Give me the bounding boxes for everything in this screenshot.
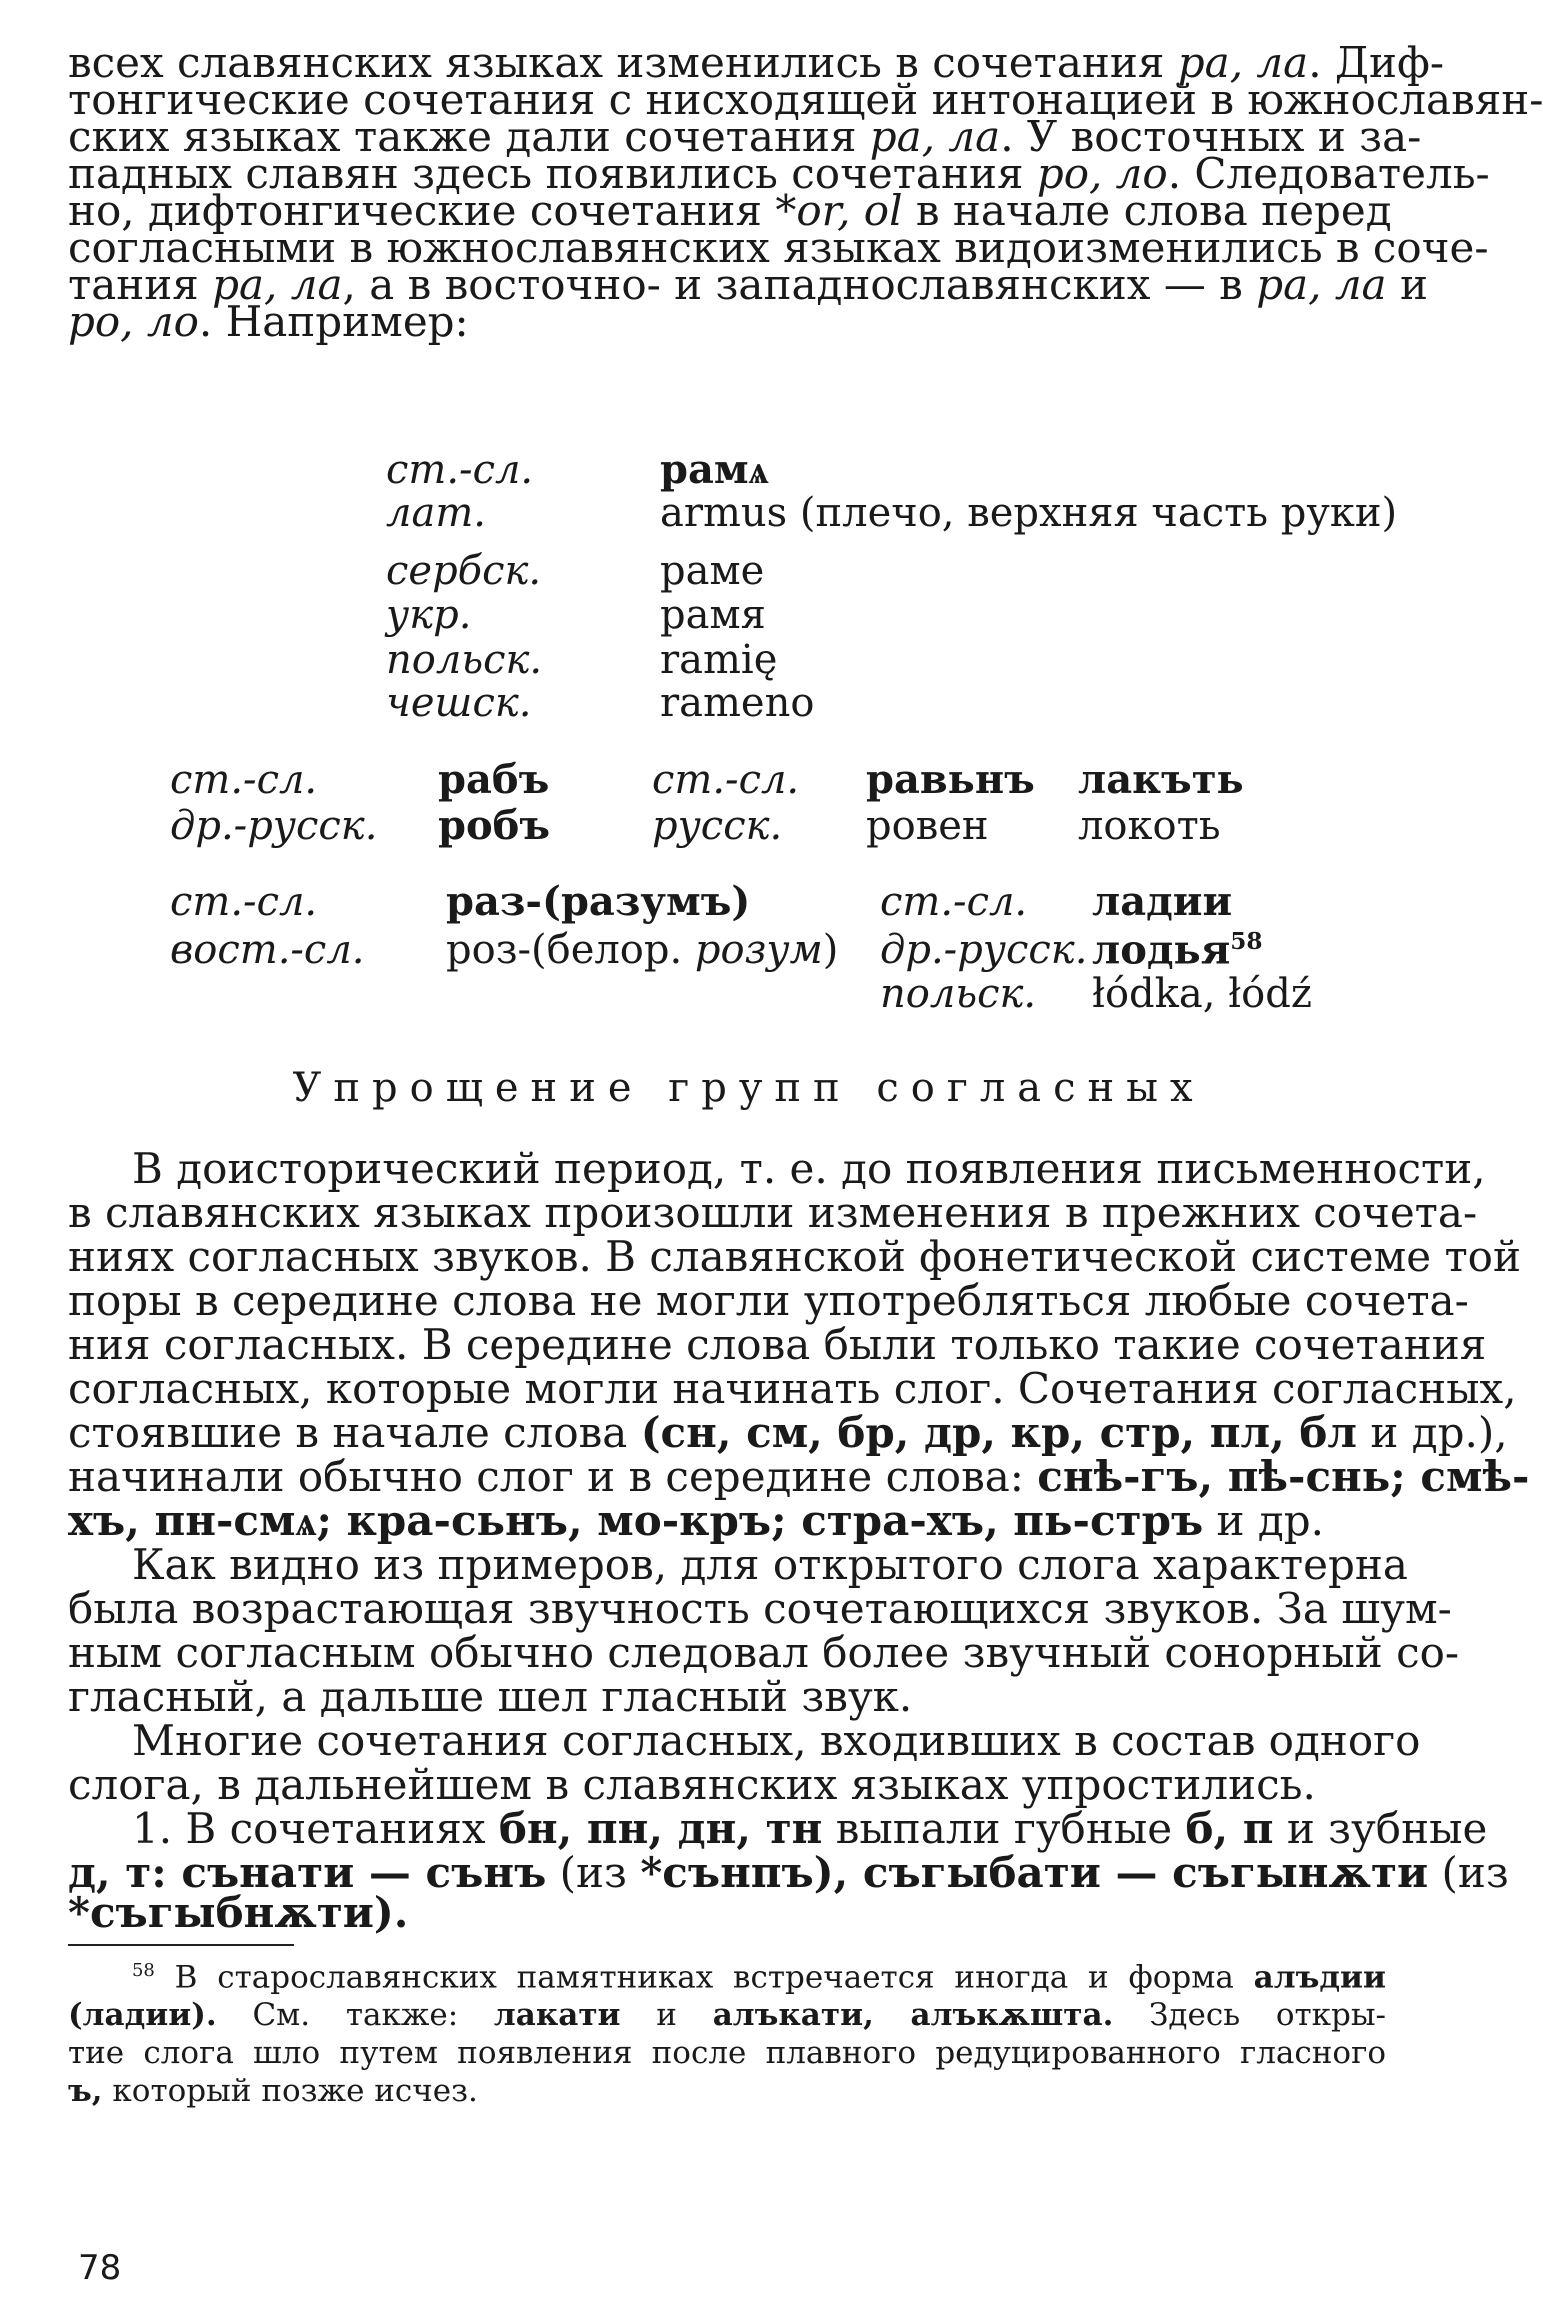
table2-lang: русск. (652, 803, 783, 849)
footnote-separator (68, 1944, 294, 1946)
para1-line-8: начинали обычно слог и в середине слова: снѣ-гъ, пѣ-снь; смѣ- (68, 1452, 1530, 1501)
table1-word: ramię (660, 637, 778, 683)
table3-lang: польск. (880, 971, 1037, 1017)
para1-line-6: согласных, которые могли начинать слог. Сочетания согласных, (68, 1364, 1517, 1413)
para4-line-1: 1. В сочетаниях бн, пн, дн, тн выпали губные б, п и зубные (132, 1804, 1488, 1853)
table1-lang: ст.-сл. (386, 447, 534, 493)
footnote-line-2: (ладии). См. также: лакати и алъкати, алъкѫшта. Здесь откры- (68, 1997, 1387, 2033)
page-number: 78 (78, 2248, 122, 2288)
table2-word: равьнъ (866, 756, 1035, 803)
para4-line-2: д, т: сънати — сънъ (из *сънпъ), съгыбати — съгынѫти (из (68, 1848, 1509, 1897)
para4-line-3: *съгыбнѫти). (68, 1888, 409, 1937)
intro-line-4: падных славян здесь появились сочетания ро, ло. Следователь- (68, 149, 1490, 198)
table2-word: лакъть (1078, 756, 1244, 803)
para1-line-3: ниях согласных звуков. В славянской фонетической системе той (68, 1232, 1521, 1281)
table1-lang: польск. (386, 637, 543, 683)
footnote-number: 58 (132, 1960, 155, 1981)
table3-lang: др.-русск. (880, 927, 1088, 973)
para2-line-1: Как видно из примеров, для открытого слога характерна (132, 1540, 1408, 1589)
para1-line-5: ния согласных. В середине слова были только такие сочетания (68, 1320, 1487, 1369)
intro-line-6: согласными в южнославянских языках видоизменились в соче- (68, 223, 1489, 272)
table3-lang: вост.-сл. (170, 927, 365, 973)
table3-word: łódka, łódź (1092, 971, 1312, 1017)
intro-line-5: но, дифтонгические сочетания *or, ol в начале слова перед (68, 186, 1392, 235)
table1-word: рамя (660, 592, 766, 638)
footnote-line-3: тие слога шло путем появления после плавного редуцированного гласного (68, 2035, 1386, 2071)
para2-line-2: была возрастающая звучность сочетающихся звуков. За шум- (68, 1584, 1452, 1633)
table1-lang: лат. (386, 490, 486, 536)
table3-word: лодья$^{58}$ (1092, 926, 1263, 974)
para3-line-2: слога, в дальнейшем в славянских языках упростились. (68, 1760, 1316, 1809)
para1-line-9: хъ, пн-смѧ; кра-сьнъ, мо-кръ; стра-хъ, пь-стръ и др. (68, 1496, 1324, 1545)
intro-line-1: всех славянских языках изменились в сочетания ра, ла. Диф- (68, 38, 1445, 87)
section-heading: Упрощение групп согласных (292, 1065, 1205, 1111)
table1-lang: укр. (386, 592, 472, 638)
table2-word: локоть (1078, 803, 1221, 849)
table1-word: раме (660, 548, 765, 594)
para1-line-1: В доисторический период, т. е. до появления письменности, (132, 1144, 1486, 1193)
table1-word: рамѧ (660, 446, 769, 493)
intro-line-3: ских языках также дали сочетания ра, ла. У восточных и за- (68, 112, 1422, 161)
footnote-reference[interactable]: 58 (1230, 928, 1263, 955)
table2-lang: ст.-сл. (170, 757, 318, 803)
table1-lang: сербск. (386, 548, 542, 594)
para1-line-2: в славянских языках произошли изменения в прежних сочета- (68, 1188, 1478, 1237)
table1-word: rameno (660, 680, 815, 726)
intro-line-2: тонгические сочетания с нисходящей интонацией в южнославян- (68, 75, 1543, 124)
para1-line-4: поры в середине слова не могли употребляться любые сочета- (68, 1276, 1469, 1325)
table1-word: armus (плечо, верхняя часть руки) (660, 490, 1398, 536)
table3-lang: ст.-сл. (880, 879, 1028, 925)
intro-line-7: тания ра, ла, а в восточно- и западнославянских — в ра, ла и (68, 260, 1428, 309)
footnote-line-4: ъ, который позже исчез. (68, 2073, 478, 2109)
para2-line-3: ным согласным обычно следовал более звучный сонорный со- (68, 1628, 1460, 1677)
table3-word: роз-(белор. розум) (446, 927, 839, 973)
para2-line-4: гласный, а дальше шел гласный звук. (68, 1672, 913, 1721)
table2-word: ровен (866, 803, 989, 849)
table2-lang: др.-русск. (170, 803, 378, 849)
table1-lang: чешск. (386, 680, 532, 726)
table2-word: робъ (438, 802, 551, 849)
table3-word: ладии (1092, 878, 1233, 925)
table2-word: рабъ (438, 756, 550, 803)
table3-lang: ст.-сл. (170, 879, 318, 925)
intro-line-8: ро, ло. Например: (68, 297, 469, 346)
table3-word: раз-(разумъ) (446, 878, 751, 925)
footnote-line-1: $^{58}$ В старославянских памятниках встречается иногда и форма алъдии (132, 1959, 1386, 1996)
para1-line-7: стоявшие в начале слова (сн, см, бр, др, кр, стр, пл, бл и др.), (68, 1408, 1508, 1457)
table2-lang: ст.-сл. (652, 757, 800, 803)
para3-line-1: Многие сочетания согласных, входивших в состав одного (132, 1716, 1421, 1765)
